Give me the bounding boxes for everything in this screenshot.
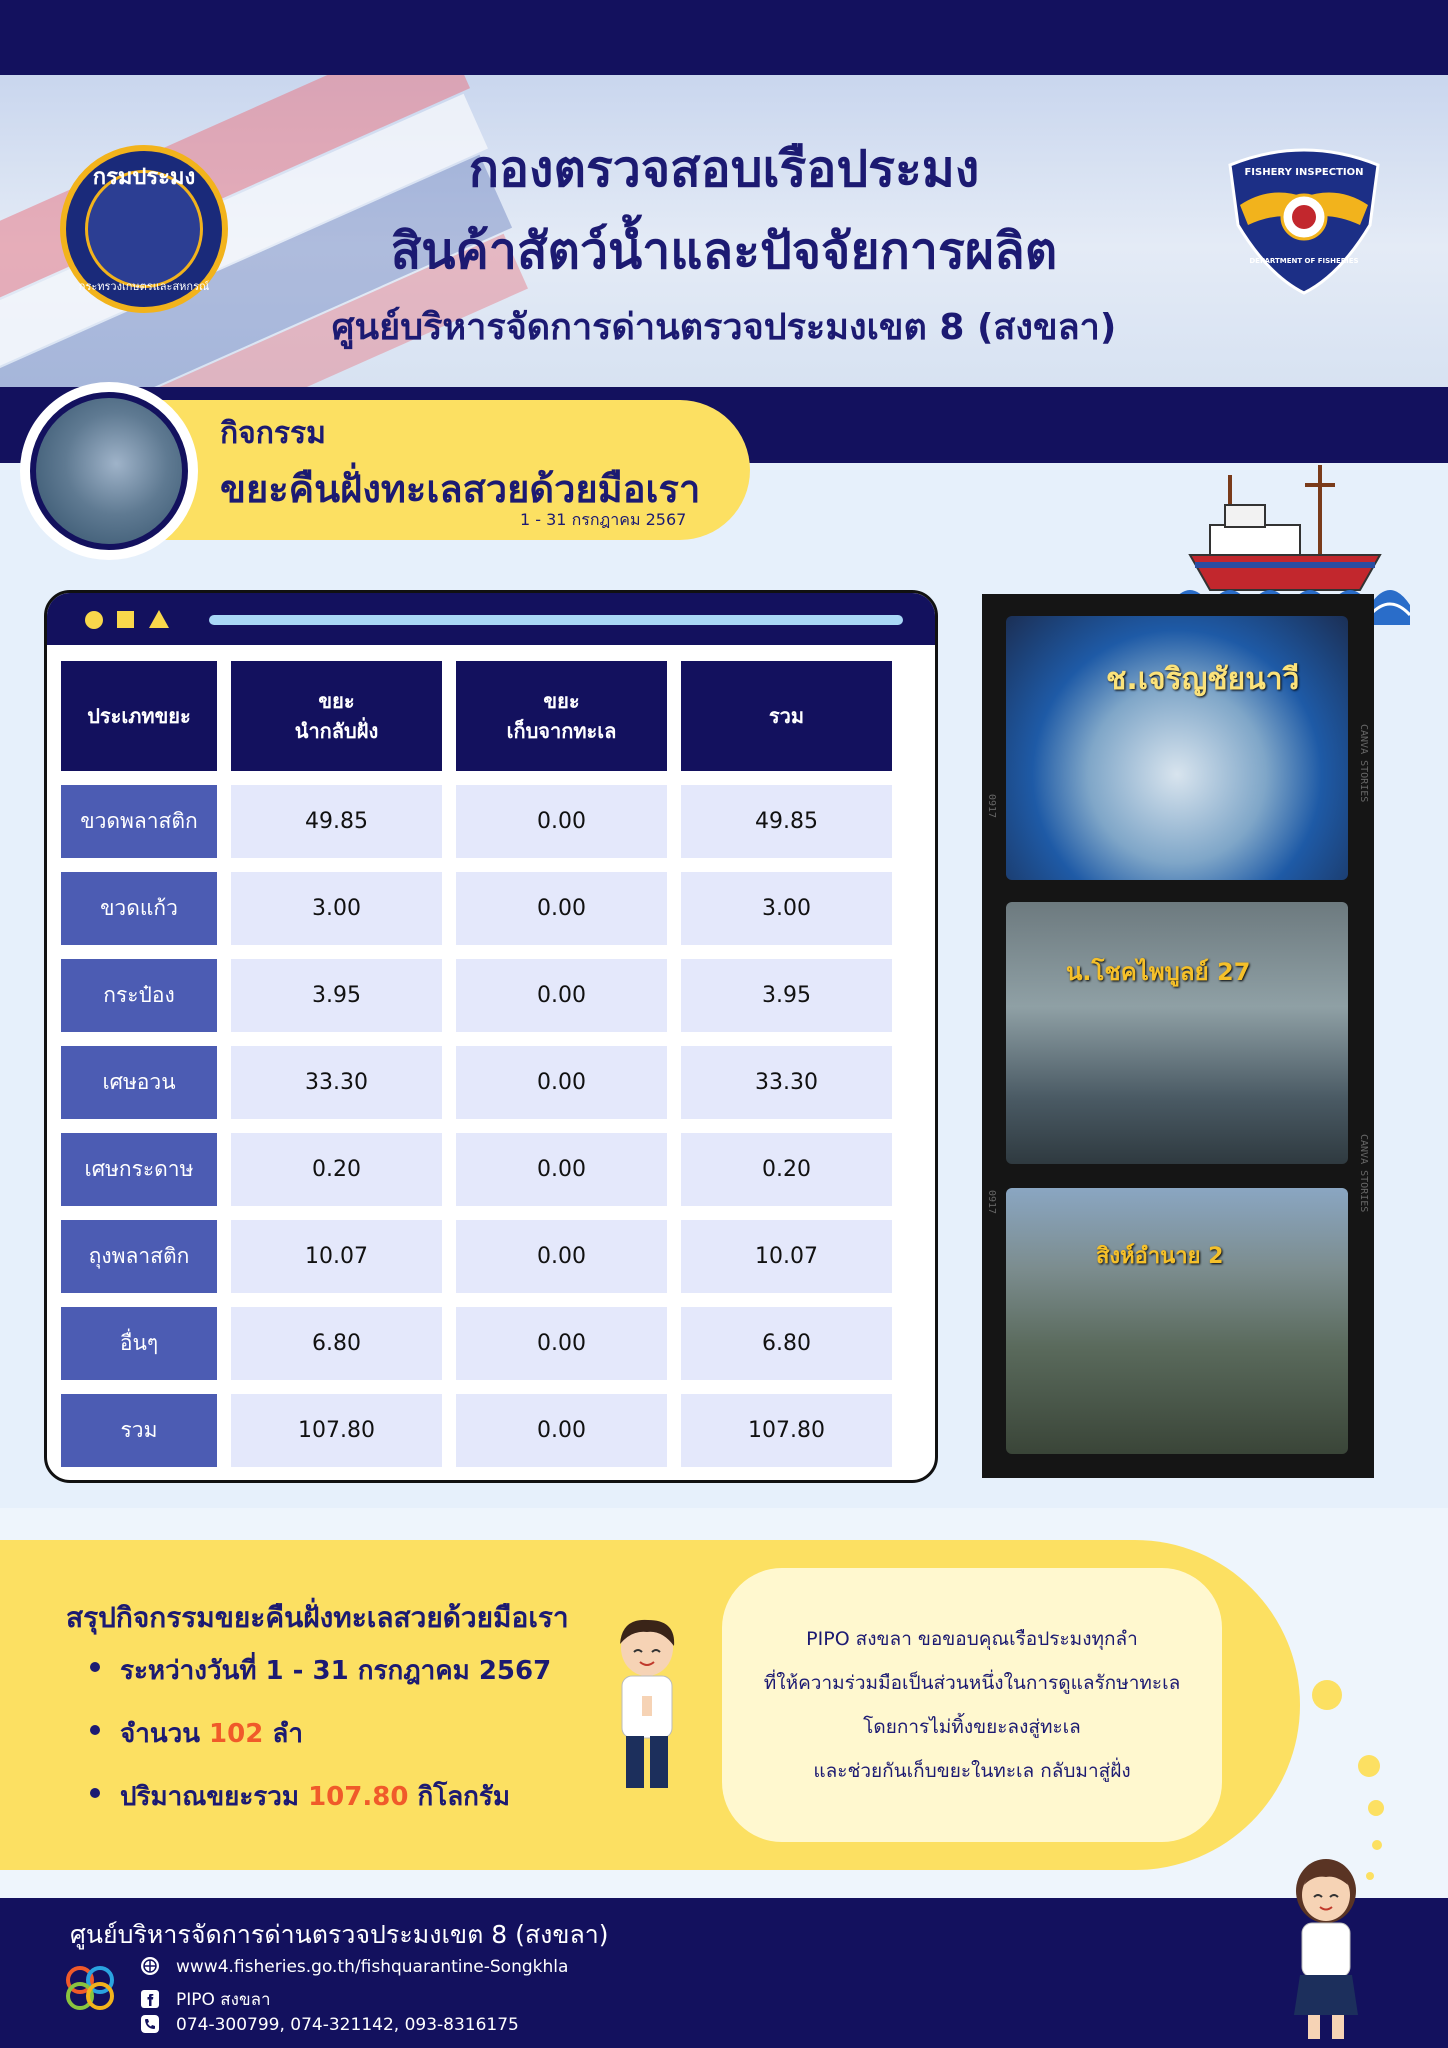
- cell-total: 107.80: [681, 1394, 892, 1467]
- thank-you-message: [722, 1568, 1222, 1842]
- cell-total: 3.95: [681, 959, 892, 1032]
- table-row: [61, 1046, 892, 1119]
- column-header-total: รวม: [681, 661, 892, 771]
- cell-returned: 3.00: [231, 872, 442, 945]
- row-label: รวม: [61, 1394, 217, 1467]
- thought-bubble: [1372, 1840, 1382, 1850]
- summary-title: สรุปกิจกรรมขยะคืนฝั่งทะเลสวยด้วยมือเรา: [66, 1601, 569, 1634]
- row-label: ถุงพลาสติก: [61, 1220, 217, 1293]
- cell-total: 6.80: [681, 1307, 892, 1380]
- cell-collected: 0.00: [456, 1307, 667, 1380]
- cell-returned: 49.85: [231, 785, 442, 858]
- cell-total: 3.00: [681, 872, 892, 945]
- cell-returned: 0.20: [231, 1133, 442, 1206]
- cell-returned: 10.07: [231, 1220, 442, 1293]
- photo-caption-3: สิงห์อำนาย 2: [1096, 1244, 1224, 1269]
- boat-count-value: 102: [209, 1719, 264, 1749]
- globe-icon: [140, 1956, 160, 1976]
- top-bar: [0, 0, 1448, 75]
- cell-collected: 0.00: [456, 785, 667, 858]
- photo-caption-2: น.โชคไพบูลย์ 27: [1066, 958, 1251, 986]
- cell-collected: 0.00: [456, 1220, 667, 1293]
- footer-phone: 074-300799, 074-321142, 093-8316175: [140, 2014, 519, 2035]
- table-row: [61, 1133, 892, 1206]
- thank-you-line-4: และช่วยกันเก็บขยะในทะเล กลับมาสู่ฝั่ง: [813, 1760, 1131, 1782]
- thank-you-line-1: PIPO สงขลา ขอขอบคุณเรือประมงทุกลำ: [806, 1628, 1138, 1650]
- cell-total: 0.20: [681, 1133, 892, 1206]
- photo-boat-3: [1006, 1188, 1348, 1454]
- page-title-line2: สินค้าสัตว์น้ำและปัจจัยการผลิต: [390, 222, 1058, 280]
- cell-collected: 0.00: [456, 872, 667, 945]
- cell-collected: 0.00: [456, 1394, 667, 1467]
- table-row: [61, 1307, 892, 1380]
- footer-title: ศูนย์บริหารจัดการด่านตรวจประมงเขต 8 (สงขลา): [70, 1920, 609, 1949]
- facebook-icon: [140, 1989, 160, 2009]
- photo-filmstrip: [982, 594, 1374, 1478]
- female-staff-character-illustration: [1278, 1855, 1374, 2043]
- logo-left-bottom-text: กระทรวงเกษตรและสหกรณ์: [78, 280, 210, 293]
- pipo-logo-icon: [60, 1960, 120, 2016]
- thank-you-line-3: โดยการไม่ทิ้งขยะลงสู่ทะเล: [863, 1716, 1081, 1738]
- cell-total: 49.85: [681, 785, 892, 858]
- table-row-total: [61, 1394, 892, 1467]
- thought-bubble: [1358, 1755, 1380, 1777]
- logo-left-top-text: กรมประมง: [92, 165, 196, 190]
- page-title-line1: กองตรวจสอบเรือประมง: [468, 140, 980, 198]
- table-row: [61, 959, 892, 1032]
- row-label: เศษกระดาษ: [61, 1133, 217, 1206]
- column-header-collected: ขยะ เก็บจากทะเล: [456, 661, 667, 771]
- table-row: [61, 872, 892, 945]
- column-header-type: ประเภทขยะ: [61, 661, 217, 771]
- activity-label: กิจกรรม: [220, 416, 326, 451]
- cell-total: 10.07: [681, 1220, 892, 1293]
- activity-date: 1 - 31 กรกฎาคม 2567: [520, 510, 687, 529]
- cell-returned: 33.30: [231, 1046, 442, 1119]
- cell-collected: 0.00: [456, 1046, 667, 1119]
- summary-item-weight: ปริมาณขยะรวม 107.80 กิโลกรัม: [90, 1776, 551, 1817]
- cell-returned: 6.80: [231, 1307, 442, 1380]
- summary-item-boats: จำนวน 102 ลำ: [90, 1713, 551, 1754]
- phone-icon: [140, 2014, 160, 2034]
- cell-returned: 107.80: [231, 1394, 442, 1467]
- waste-table-card: [44, 590, 938, 1483]
- thank-you-line-2: ที่ให้ความร่วมมือเป็นส่วนหนึ่งในการดูแลรักษาทะเล: [763, 1672, 1181, 1694]
- officer-character-illustration: [602, 1618, 692, 1798]
- cell-returned: 3.95: [231, 959, 442, 1032]
- card-window-bar: [47, 593, 935, 645]
- activity-title: ขยะคืนฝั่งทะเลสวยด้วยมือเรา: [220, 467, 701, 511]
- logo-right-top-text: FISHERY INSPECTION: [1244, 167, 1364, 178]
- table-row: [61, 1220, 892, 1293]
- row-label: ขวดพลาสติก: [61, 785, 217, 858]
- table-row: [61, 785, 892, 858]
- row-label: กระป๋อง: [61, 959, 217, 1032]
- activity-photo: [20, 382, 198, 560]
- row-label: ขวดแก้ว: [61, 872, 217, 945]
- footer-facebook-link[interactable]: PIPO สงขลา: [140, 1986, 271, 2013]
- thought-bubble: [1312, 1680, 1342, 1710]
- photo-boat-2: [1006, 902, 1348, 1164]
- column-header-returned: ขยะ นำกลับฝั่ง: [231, 661, 442, 771]
- film-brand-1: CANVA STORIES: [1358, 724, 1369, 803]
- footer-website-link[interactable]: www4.fisheries.go.th/fishquarantine-Songkhla: [140, 1956, 568, 1977]
- row-label: อื่นๆ: [61, 1307, 217, 1380]
- photo-caption-1: ช.เจริญชัยนาวี: [1106, 662, 1300, 697]
- summary-item-dates: ระหว่างวันที่ 1 - 31 กรกฎาคม 2567: [90, 1650, 551, 1691]
- cell-collected: 0.00: [456, 959, 667, 1032]
- summary-list: [90, 1650, 551, 1839]
- page-subtitle: ศูนย์บริหารจัดการด่านตรวจประมงเขต 8 (สงขลา): [331, 307, 1117, 348]
- film-code-1: 0917: [986, 794, 997, 819]
- cell-collected: 0.00: [456, 1133, 667, 1206]
- film-brand-2: CANVA STORIES: [1358, 1134, 1369, 1213]
- thought-bubble: [1368, 1800, 1384, 1816]
- total-weight-value: 107.80: [308, 1782, 409, 1812]
- photo-boat-1: [1006, 616, 1348, 880]
- waste-table: [47, 647, 906, 1481]
- cell-total: 33.30: [681, 1046, 892, 1119]
- logo-right-bottom-text: DEPARTMENT OF FISHERIES: [1249, 257, 1359, 265]
- row-label: เศษอวน: [61, 1046, 217, 1119]
- film-code-2: 0917: [986, 1190, 997, 1215]
